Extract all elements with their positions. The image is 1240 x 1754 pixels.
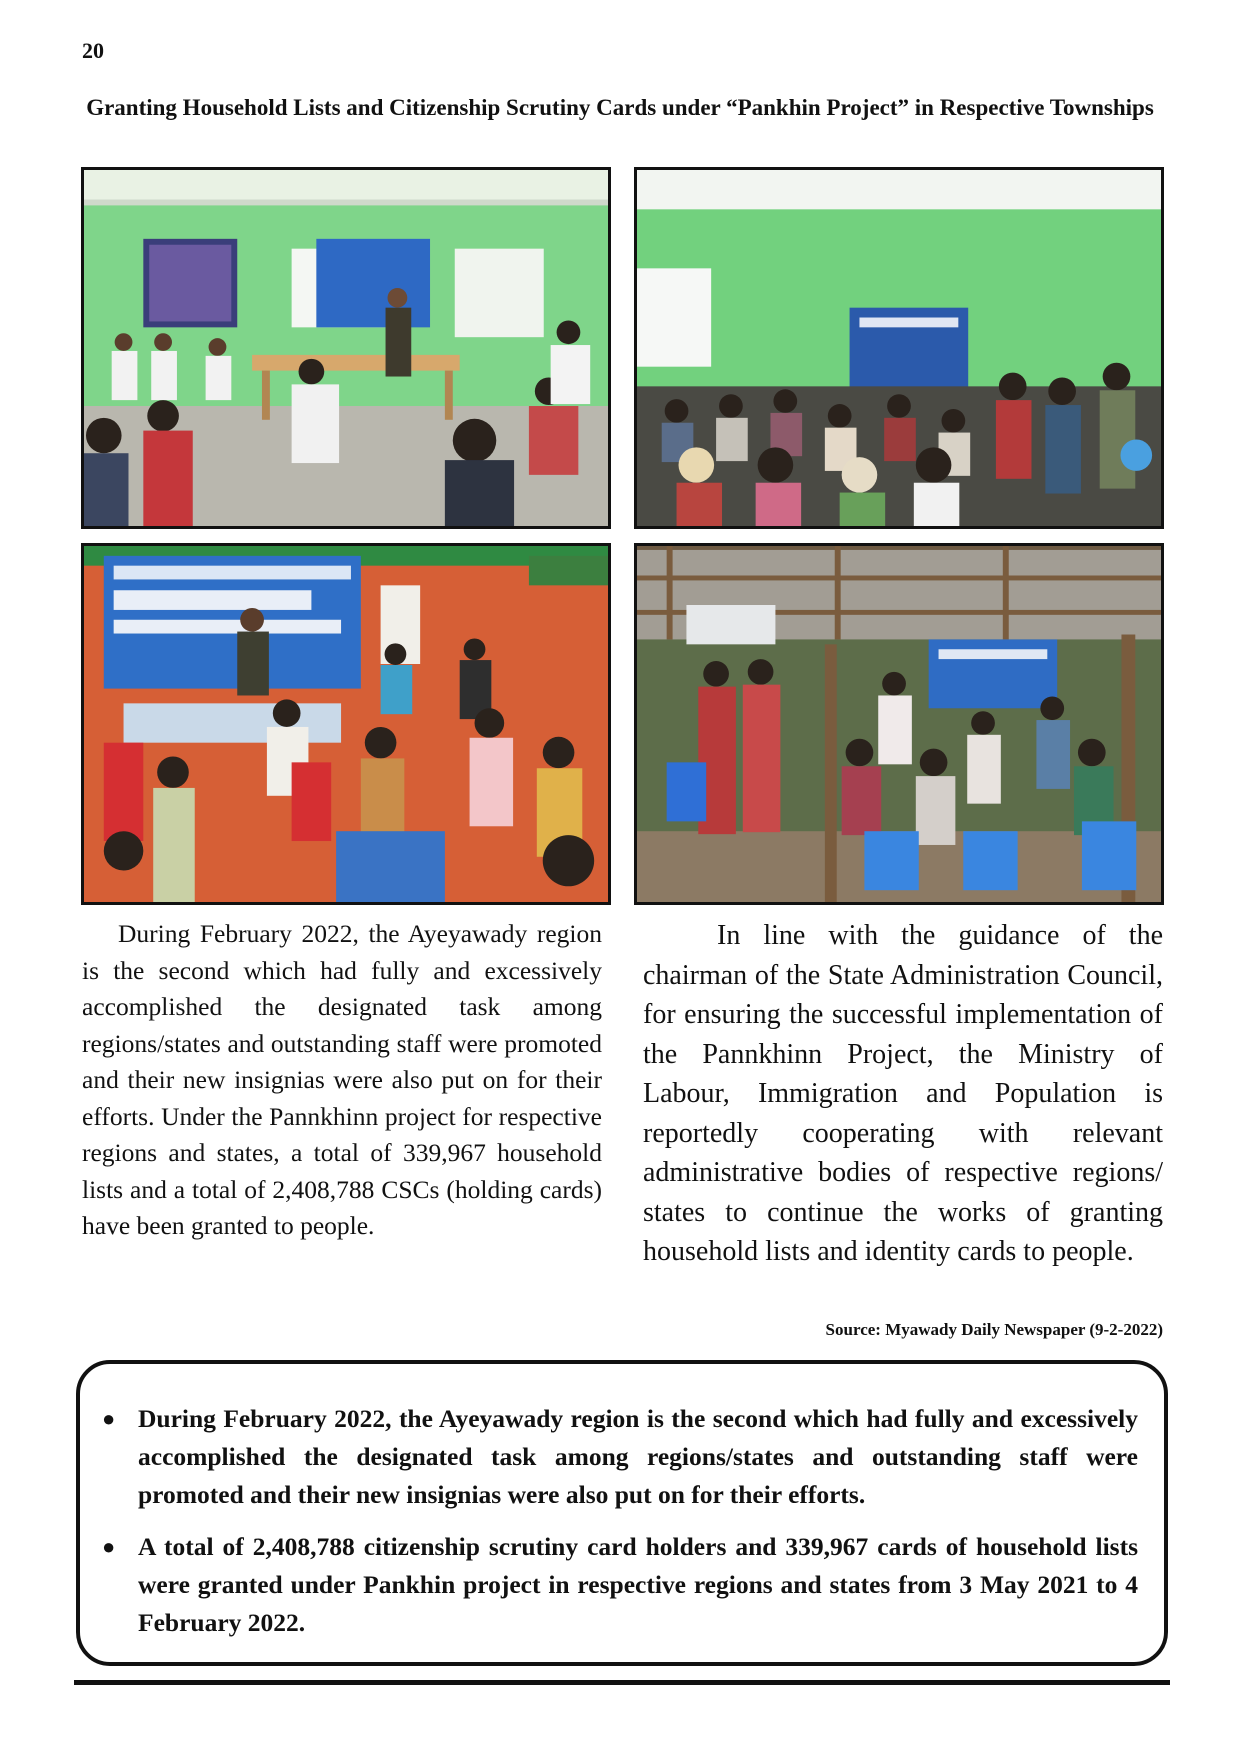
article-right-paragraph: In line with the guidance of the chairman of the State Administration Council, for ensuring the successful implementation of the Pannkhinn Project, the Ministry of Labour, Immigration and Population is reportedly cooperating with relevant administrative bodies of respective regions/ states to continue the works of granting household lists and identity cards to people.: [643, 920, 1163, 1267]
page-number: 20: [82, 38, 104, 63]
summary-bullet-text: A total of 2,408,788 citizenship scrutiny card holders and 339,967 cards of household lists were granted under Pankhin project in respective regions and states from 3 May 2021 to 4 February 2022.: [138, 1532, 1138, 1637]
article-left-column: [82, 916, 602, 1245]
article-left-paragraph: During February 2022, the Ayeyawady region is the second which had fully and excessively accomplished the designated task among regions/states and outstanding staff were promoted and their new insignias were also put on for their efforts. Under the Pannkhinn project for respective regions and states, a total of 339,967 household lists and a total of 2,408,788 CSCs (holding cards) have been granted to people.: [82, 919, 602, 1240]
summary-bullet: [102, 1528, 1138, 1642]
photo-shed-meeting: [634, 543, 1164, 905]
summary-box: [76, 1360, 1168, 1666]
bullet-icon: ●: [102, 1406, 116, 1431]
summary-bullet-text: During February 2022, the Ayeyawady region is the second which had fully and excessively accomplished the designated task among regions/states and outstanding staff were promoted and their new insignias were also put on for their efforts.: [138, 1404, 1138, 1509]
summary-list: [80, 1364, 1164, 1642]
headline: Granting Household Lists and Citizenship Scrutiny Cards under “Pankhin Project” in Respective Townships: [86, 95, 1154, 120]
bottom-rule: [74, 1680, 1170, 1685]
photo-classroom-meeting: [81, 167, 611, 529]
photo-orange-room-meeting: [81, 543, 611, 905]
source-citation: Source: Myawady Daily Newspaper (9-2-2022): [825, 1320, 1163, 1339]
summary-bullet: [102, 1400, 1138, 1514]
bullet-icon: ●: [102, 1534, 116, 1559]
article-right-column: [643, 916, 1163, 1272]
photo-crowd-green-hall: [634, 167, 1164, 529]
